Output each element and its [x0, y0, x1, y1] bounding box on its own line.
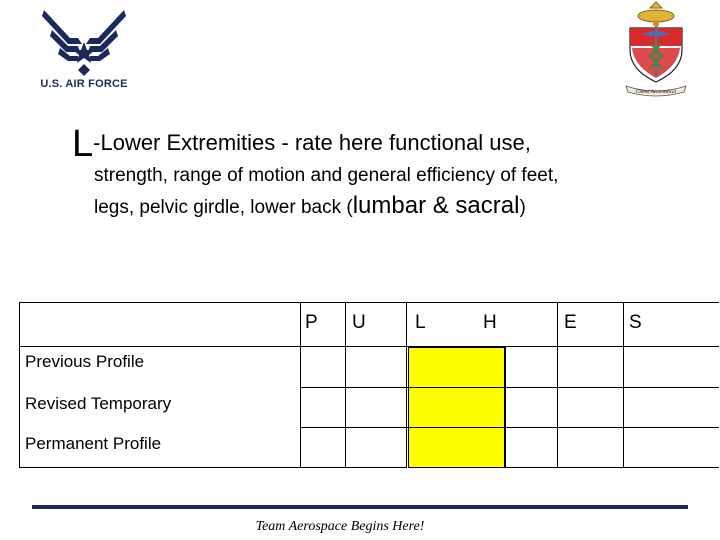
footer-rule — [32, 505, 688, 509]
row-label-permanent: Permanent Profile — [25, 434, 162, 453]
heading-description — [72, 161, 702, 223]
profile-letter: L — [72, 123, 94, 165]
row-separator-1 — [300, 387, 719, 388]
section-heading — [72, 123, 702, 223]
heading-title: -Lower Extremities - rate here functional use, — [93, 130, 531, 155]
header-e: E — [564, 312, 577, 333]
air-force-wordmark: U.S. AIR FORCE — [40, 78, 128, 90]
header-h: H — [483, 312, 497, 333]
description-emphasis: lumbar & sacral — [352, 192, 520, 219]
profile-table — [19, 302, 719, 468]
row-separator-2 — [300, 427, 719, 428]
header-u: U — [352, 312, 366, 333]
row-label-previous: Previous Profile — [25, 352, 145, 371]
heading-line-1 — [72, 123, 702, 165]
description-line-3 — [94, 191, 702, 223]
air-force-wings-icon — [28, 4, 140, 78]
description-line-3-end: ) — [519, 197, 526, 218]
header-l: L — [415, 312, 426, 333]
header-p: P — [305, 312, 318, 333]
medical-seal-logo — [620, 0, 692, 98]
seal-motto: United Aeromedical — [635, 90, 677, 95]
col-h — [506, 302, 558, 468]
description-line-3-start: legs, pelvic girdle, lower back ( — [94, 197, 353, 218]
header-s: S — [629, 312, 642, 333]
col-l-highlight — [408, 347, 506, 468]
row-label-revised: Revised Temporary — [25, 394, 172, 413]
us-air-force-logo — [28, 4, 140, 94]
footer-tagline: Team Aerospace Begins Here! — [255, 519, 425, 534]
description-line-2: strength, range of motion and general efficiency of feet, — [94, 165, 559, 186]
caduceus-seal-icon — [620, 0, 692, 98]
